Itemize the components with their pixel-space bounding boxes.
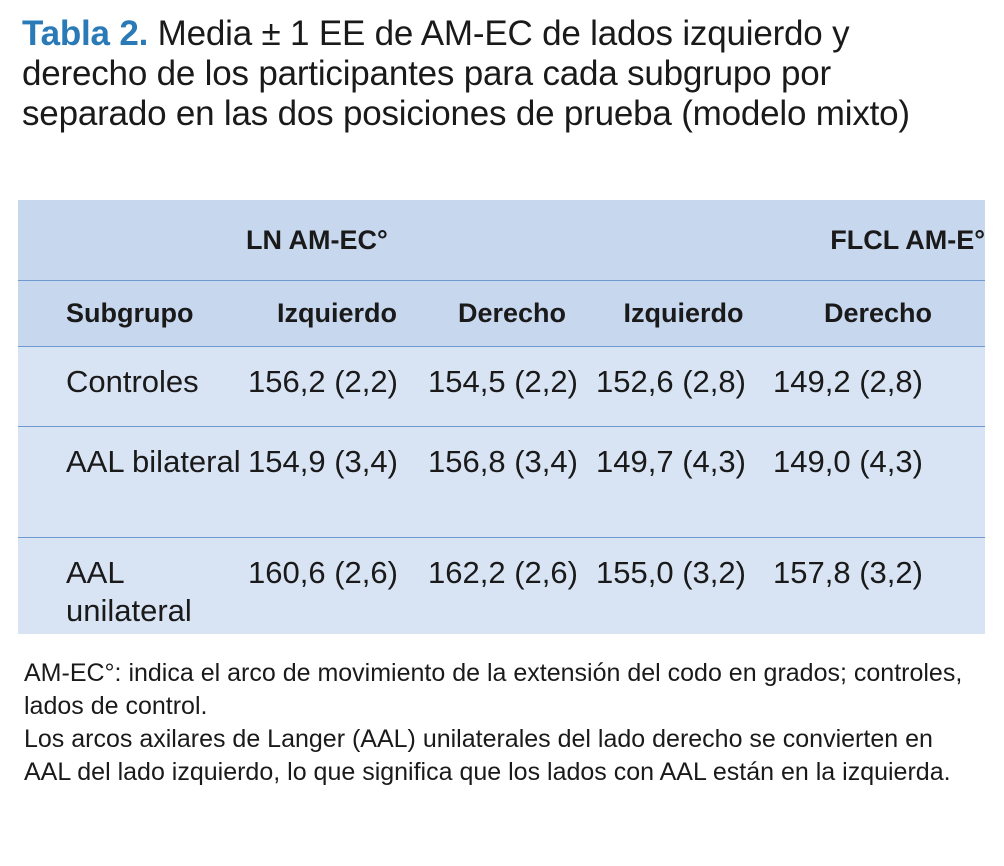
data-table: [18, 200, 985, 648]
footnote-abbreviations: AM-EC°: indica el arco de movimiento de la extensión del codo en grados; controles, lados de control.: [24, 659, 963, 720]
table-row: [18, 538, 985, 649]
row-subgroup: AAL bilateral: [18, 427, 246, 538]
table-cell: [771, 538, 985, 649]
column-header-subgrupo: Subgrupo: [18, 281, 246, 347]
cell-value: 157,8 (3,2): [773, 555, 923, 590]
caption-text: Media ± 1 EE de AM-EC de lados izquierdo y derecho de los participantes para cada subgrupo por separado en las dos posiciones de prueba (modelo mixto): [22, 14, 910, 133]
table-caption: [22, 14, 952, 134]
cell-value: 149,0 (4,3): [773, 444, 923, 479]
table-cell: [246, 538, 428, 649]
table-cell: [771, 427, 985, 538]
table-cell: [428, 427, 596, 538]
table-cell: [246, 427, 428, 538]
column-header-row: [18, 281, 985, 347]
cell-value: 156,2 (2,2): [248, 364, 398, 399]
cell-value: 154,9 (3,4): [248, 444, 398, 479]
table-row: [18, 427, 985, 538]
column-header-flcl-derecho: Derecho: [771, 281, 985, 347]
group-header-row: [18, 200, 985, 281]
cell-value: 149,7 (4,3): [596, 444, 746, 479]
table-cell: [428, 347, 596, 427]
cell-value: 162,2 (2,6): [428, 555, 578, 590]
cell-value: 149,2 (2,8): [773, 364, 923, 399]
table-cell: [596, 538, 771, 649]
table-cell: [596, 427, 771, 538]
group-header-flcl: FLCL AM-E°: [596, 200, 985, 281]
caption-label: Tabla 2.: [22, 14, 149, 53]
cell-value: 160,6 (2,6): [248, 555, 398, 590]
cell-value: 155,0 (3,2): [596, 555, 746, 590]
data-table-container: [18, 200, 985, 634]
table-footnotes: [24, 657, 984, 789]
row-subgroup: AAL unilateral: [66, 555, 192, 628]
table-cell: [246, 347, 428, 427]
column-header-ln-izquierdo: Izquierdo: [246, 281, 428, 347]
cell-value: 154,5 (2,2): [428, 364, 578, 399]
footnote-aal: Los arcos axilares de Langer (AAL) unilaterales del lado derecho se convierten en AAL del lado izquierdo, lo que significa que los lados con AAL están en la izquierda.: [24, 725, 951, 786]
table-row: [18, 347, 985, 427]
table-cell: [771, 347, 985, 427]
table-cell: [428, 538, 596, 649]
cell-value: 152,6 (2,8): [596, 364, 746, 399]
cell-value: 156,8 (3,4): [428, 444, 578, 479]
group-header-empty: [18, 200, 246, 281]
column-header-flcl-izquierdo: Izquierdo: [596, 281, 771, 347]
group-header-ln: LN AM-EC°: [246, 200, 596, 281]
row-subgroup: Controles: [18, 347, 246, 427]
table-cell: [596, 347, 771, 427]
column-header-ln-derecho: Derecho: [428, 281, 596, 347]
